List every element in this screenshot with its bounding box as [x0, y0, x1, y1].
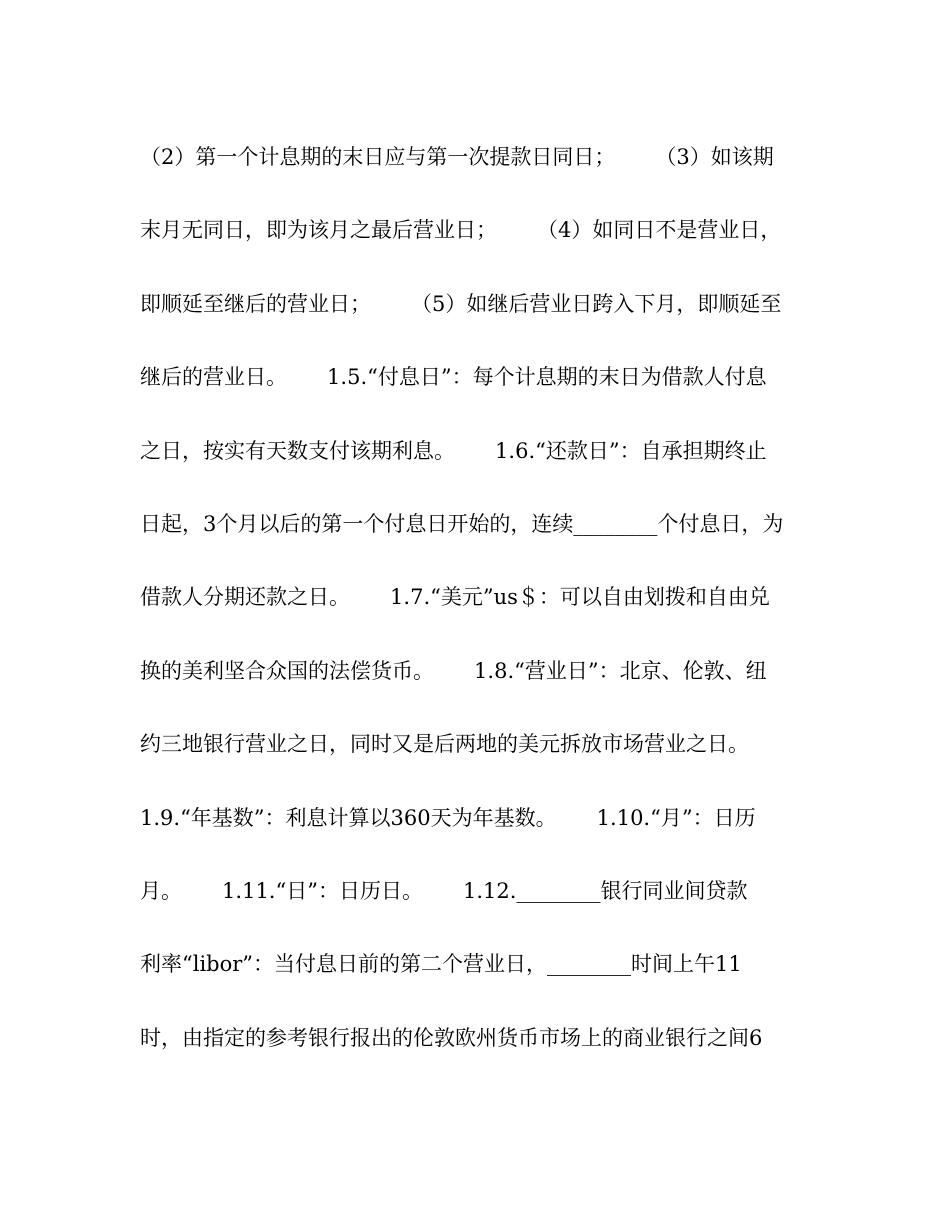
- text-line-1: （2）第一个计息期的末日应与第一次提款日同日； （3）如该期: [140, 145, 774, 169]
- text-line-8: 换的美利坚合众国的法偿货币。 1.8.“营业日”：北京、伦敦、纽: [140, 658, 767, 683]
- text-line-3: 即顺延至继后的营业日； （5）如继后营业日跨入下月，即顺延至: [140, 291, 782, 316]
- text-line-12: 利率“libor”：当付息日前的第二个营业日，________时间上午11: [140, 952, 742, 977]
- text-line-5: 之日，按实有天数支付该期利息。 1.6.“还款日”：自承担期终止: [140, 438, 767, 463]
- text-line-10: 1.9.“年基数”：利息计算以360天为年基数。 1.10.“月”：日历: [140, 805, 756, 830]
- document-body: [140, 134, 820, 1088]
- text-line-4: 继后的营业日。 1.5.“付息日”：每个计息期的末日为借款人付息: [140, 365, 767, 390]
- text-line-9: 约三地银行营业之日，同时又是后两地的美元拆放市场营业之日。: [140, 732, 749, 757]
- text-line-11: 月。 1.11.“日”：日历日。 1.12.________银行同业间贷款: [140, 878, 748, 903]
- text-line-7: 借款人分期还款之日。 1.7.“美元”us＄：可以自由划拨和自由兑: [140, 585, 770, 610]
- text-line-13: 时，由指定的参考银行报出的伦敦欧州货币市场上的商业银行之间6: [140, 1025, 763, 1050]
- text-line-6: 日起，3个月以后的第一个付息日开始的，连续________个付息日，为: [140, 511, 784, 536]
- text-line-2: 末月无同日，即为该月之最后营业日； （4）如同日不是营业日，: [140, 218, 782, 243]
